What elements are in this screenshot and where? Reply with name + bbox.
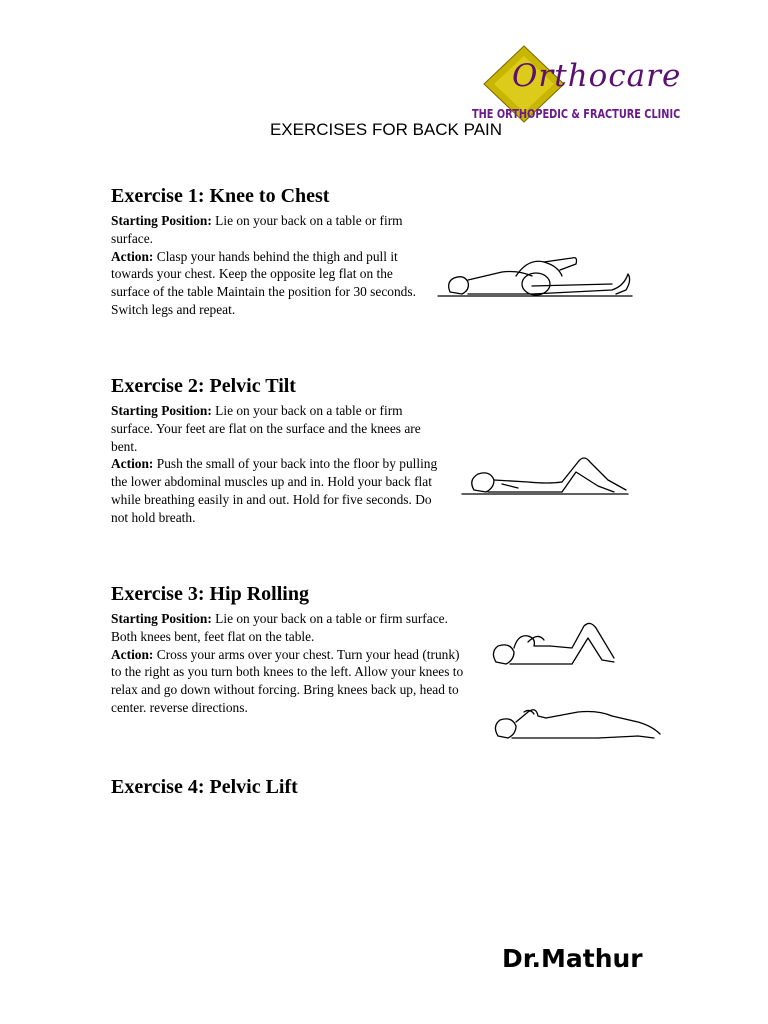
exercise-3 <box>111 582 473 717</box>
signature: Dr.Mathur <box>502 944 643 973</box>
action-label: Action: <box>111 646 154 662</box>
exercise-1-start-text: Lie on your back on a table or firm surface. <box>111 213 403 246</box>
start-label: Starting Position: <box>111 611 212 626</box>
exercise-3-start <box>111 610 473 646</box>
exercise-3-action-text: Cross your arms over your chest. Turn your head (trunk) to the right as you turn both knees to the left. Allow your knees to relax and go down without forcing. Bring knees back up, head to center. reverse directions. <box>111 646 464 715</box>
exercise-2 <box>111 374 441 527</box>
exercise-2-start <box>111 402 441 455</box>
start-label: Starting Position: <box>111 403 212 418</box>
exercise-3-action <box>111 646 473 717</box>
exercise-3-start-text: Lie on your back on a table or firm surface. Both knees bent, feet flat on the table. <box>111 611 448 644</box>
knee-to-chest-illustration <box>432 250 637 310</box>
action-label: Action: <box>111 248 154 264</box>
exercise-1-action <box>111 248 421 319</box>
exercise-3-heading: Exercise 3: Hip Rolling <box>111 583 309 605</box>
exercise-2-action <box>111 455 441 526</box>
clinic-logo <box>472 44 682 124</box>
hip-rolling-knees-bent-illustration <box>488 618 628 670</box>
exercise-1-action-text: Clasp your hands behind the thigh and pull it towards your chest. Keep the opposite leg flat on the surface of the table Maintain the position for 30 seconds. Switch legs and repeat. <box>111 248 416 317</box>
logo-tagline: THE ORTHOPEDIC & FRACTURE CLINIC <box>472 106 681 121</box>
action-label: Action: <box>111 456 154 472</box>
logo-name: Orthocare <box>512 58 682 94</box>
hip-rolling-knees-down-illustration <box>488 698 668 744</box>
pelvic-tilt-illustration <box>458 450 633 502</box>
exercise-4 <box>111 775 427 803</box>
exercise-2-heading: Exercise 2: Pelvic Tilt <box>111 375 296 397</box>
exercise-1 <box>111 184 421 319</box>
document-title: EXERCISES FOR BACK PAIN <box>269 120 503 139</box>
exercise-1-start <box>111 212 421 248</box>
exercise-2-action-text: Push the small of your back into the floor by pulling the lower abdominal muscles up and in. Hold your back flat while breathing easily in and out. Hold for five seconds. Do not hold breath. <box>111 456 438 525</box>
exercise-4-heading: Exercise 4: Pelvic Lift <box>111 776 298 798</box>
exercise-1-heading: Exercise 1: Knee to Chest <box>111 185 330 207</box>
exercise-2-start-text: Lie on your back on a table or firm surface. Your feet are flat on the surface and the knees are bent. <box>111 403 421 454</box>
start-label: Starting Position: <box>111 213 212 228</box>
